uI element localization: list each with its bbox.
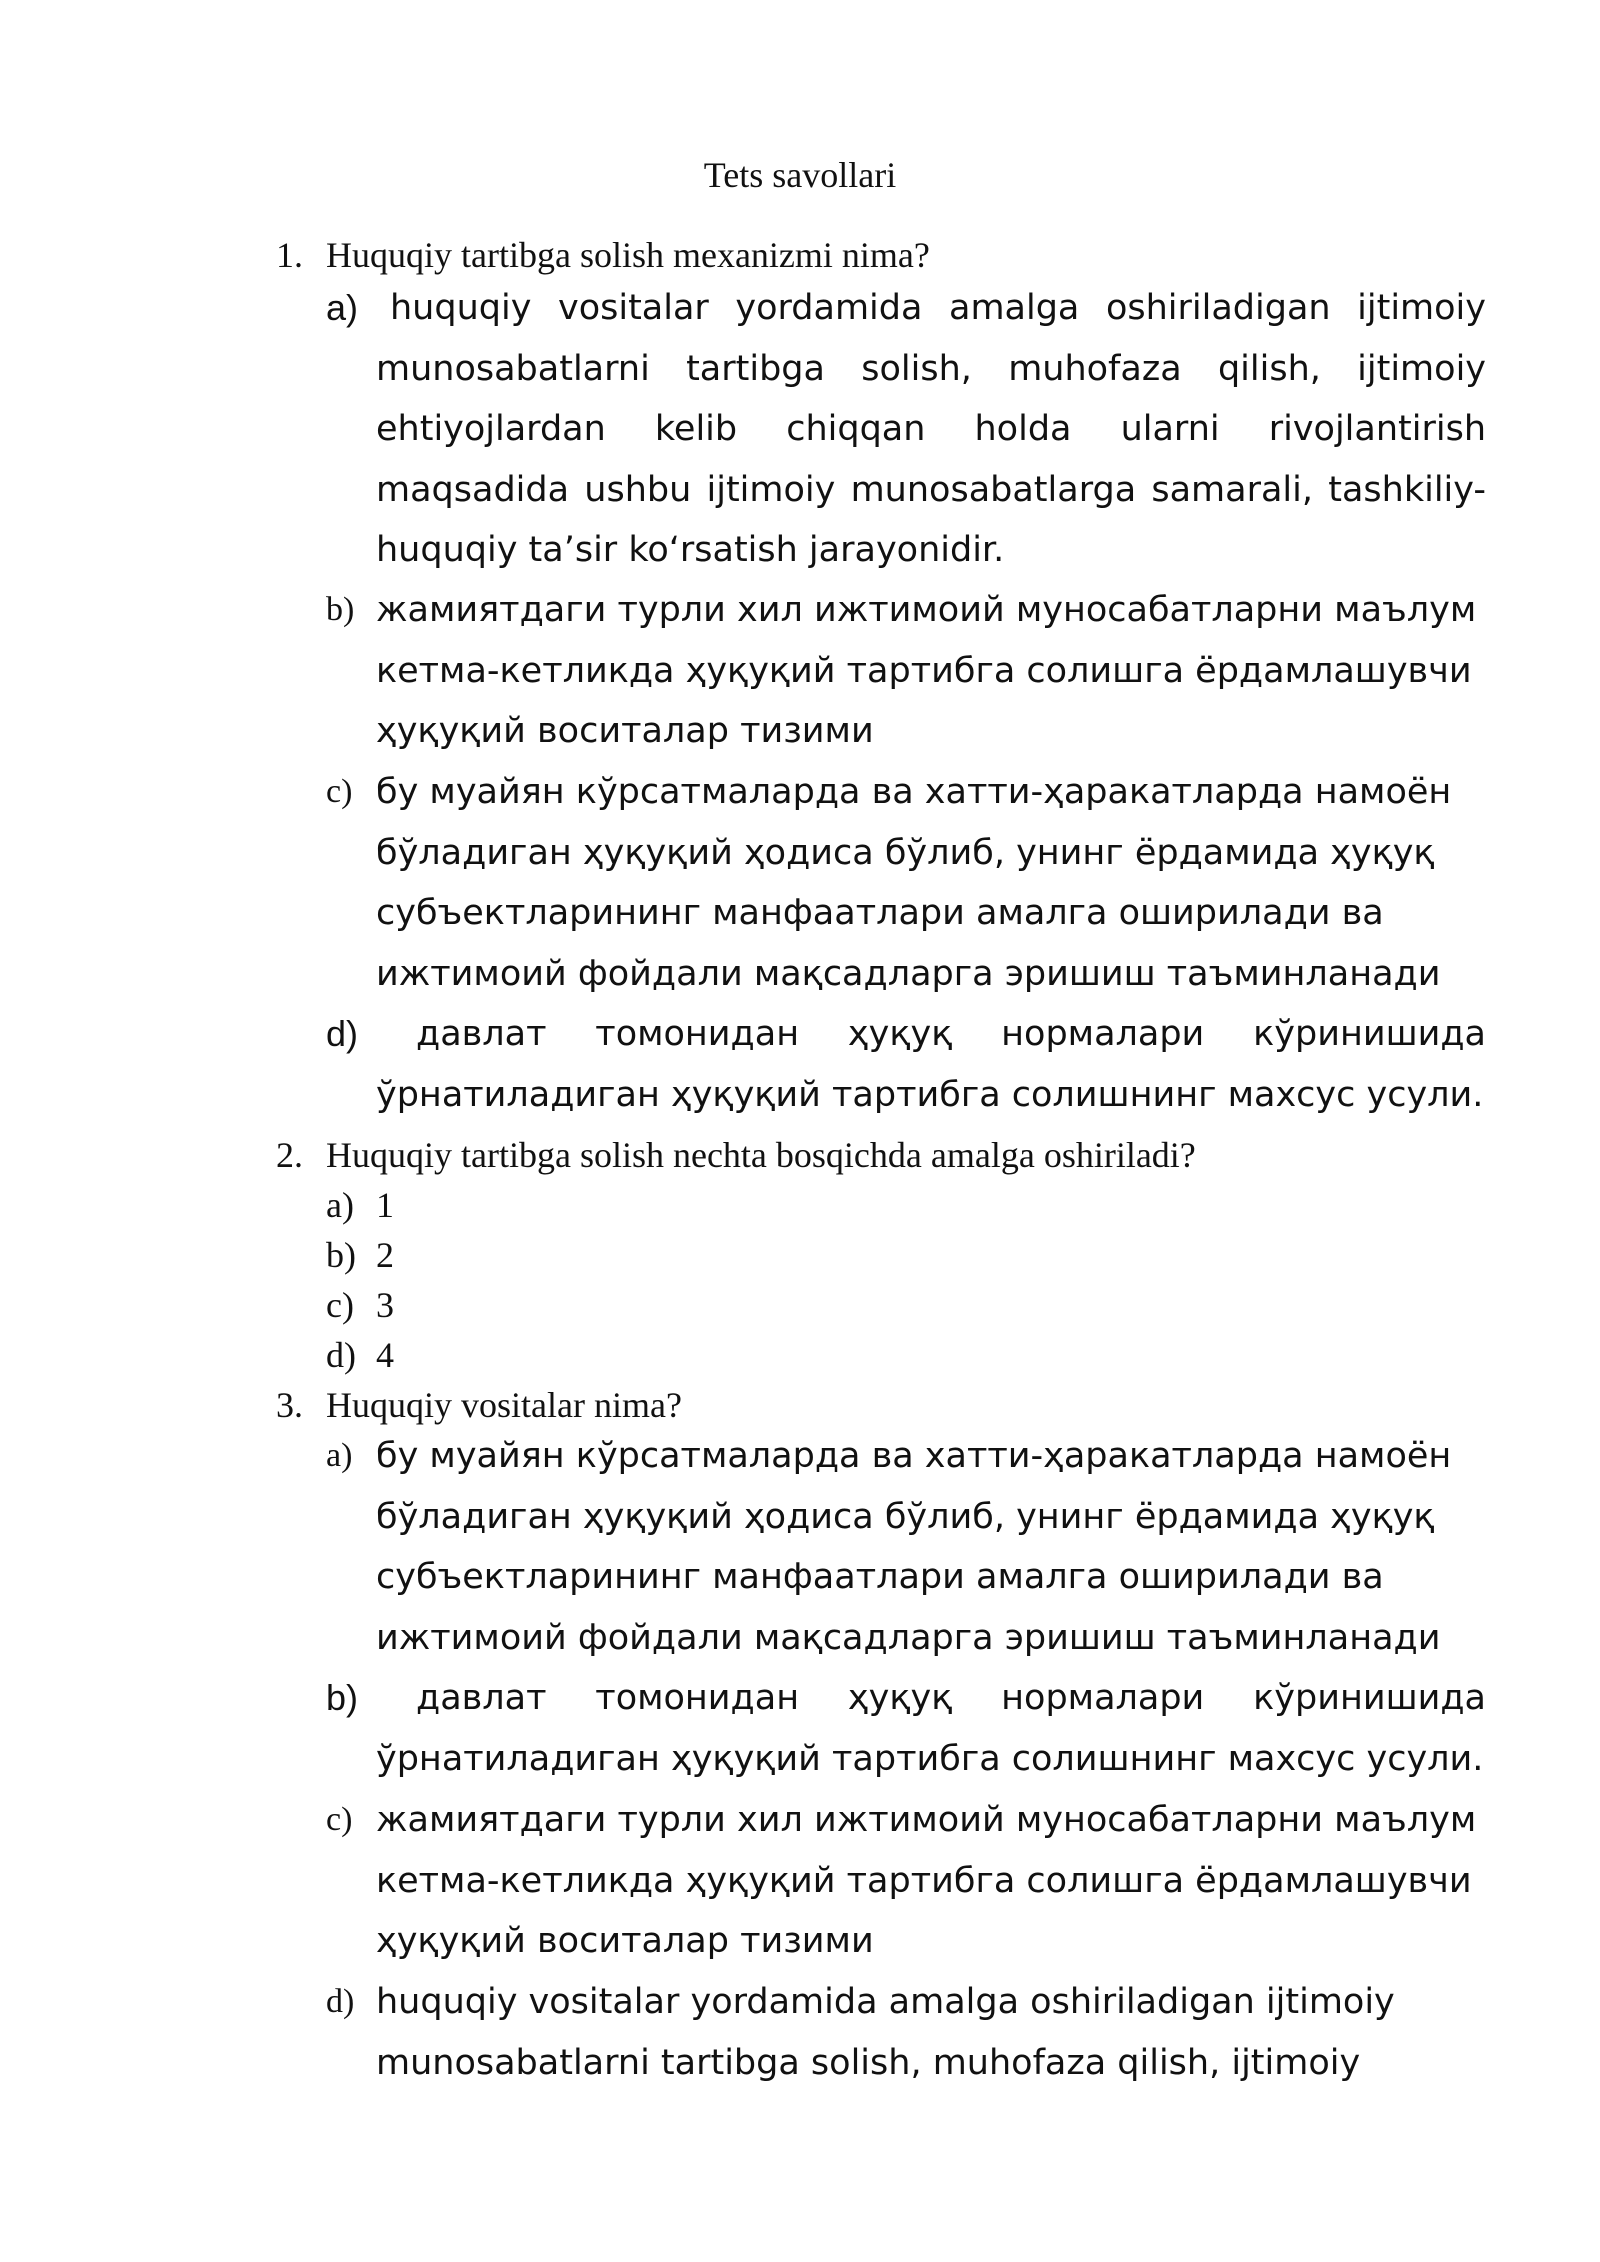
option-letter: c) [326, 1285, 354, 1325]
option-text [376, 762, 1486, 1004]
option-letter: a) [326, 1185, 354, 1225]
option-line: munosabatlarni tartibga solish, muhofaza qilish, ijtimoiy [376, 2042, 1361, 2083]
question-number: 3. [276, 1385, 303, 1425]
question-text: Huquqiy tartibga solish nechta bosqichda amalga oshiriladi? [326, 1135, 1196, 1175]
option-line: munosabatlarni tartibga solish, muhofaza qilish, ijtimoiy [376, 348, 1486, 389]
option-line: huquqiy ta’sir koʻrsatish jarayonidir. [376, 530, 1005, 570]
option-text [376, 1972, 1486, 2093]
option-letter: d) [326, 1983, 355, 2020]
option-line: ҳуқуқий воситалар тизими [376, 1921, 874, 1961]
option-letter: a) [326, 1437, 353, 1474]
option-line: кетма-кетликда ҳуқуқий тартибга солишга ёрдамлашувчи [376, 650, 1472, 691]
option-text: 4 [376, 1335, 394, 1375]
question-number: 1. [276, 235, 303, 275]
question-1 [276, 230, 1506, 280]
option-line: ҳуқуқий воситалар тизими [376, 711, 874, 751]
option-letter: b) [326, 1677, 359, 1718]
option-text [376, 1790, 1486, 1972]
option-letter: a) [326, 287, 359, 328]
option-line: ўрнатиладиган ҳуқуқий тартибга солишнинг махсус усули. [376, 1738, 1484, 1779]
option-line: субъектларининг манфаатлари амалга оширилади ва [376, 1557, 1384, 1597]
option-line: ижтимоий фойдали мақсадларга эришиш таъминланади [376, 1617, 1441, 1658]
question-text: Huquqiy vositalar nima? [326, 1385, 682, 1425]
option-line: ижтимоий фойдали мақсадларга эришиш таъминланади [376, 953, 1441, 994]
question-number: 2. [276, 1135, 303, 1175]
option-letter: d) [326, 1013, 359, 1054]
page-title: Tets savollari [703, 155, 897, 195]
question-3 [276, 1380, 1506, 1430]
option-line: жамиятдаги турли хил ижтимоий муносабатларни маълум [376, 590, 1477, 630]
question-2 [276, 1130, 1506, 1180]
option-line: бўладиган ҳуқуқий ҳодиса бўлиб, унинг ёрдамида ҳуқуқ [376, 832, 1435, 873]
option-letter: b) [326, 591, 355, 628]
option-text [376, 1004, 1486, 1125]
option-line: давлат томонидан ҳуқуқ нормалари кўринишида [416, 1014, 1486, 1054]
option-text: 2 [376, 1235, 394, 1275]
option-letter: d) [326, 1335, 356, 1375]
option-line: ehtiyojlardan kelib chiqqan holda ularni rivojlantirish [376, 409, 1486, 449]
option-line: huquqiy vositalar yordamida amalga oshiriladigan ijtimoiy [376, 1982, 1395, 2022]
option-line: субъектларининг манфаатлари амалга оширилади ва [376, 893, 1384, 933]
option-line: maqsadida ushbu ijtimoiy munosabatlarga samarali, tashkiliy- [376, 469, 1486, 510]
option-line: жамиятдаги турли хил ижтимоий муносабатларни маълум [376, 1800, 1477, 1840]
option-line: давлат томонидан ҳуқуқ нормалари кўринишида [416, 1678, 1486, 1718]
option-text [376, 278, 1486, 581]
option-text: 3 [376, 1285, 394, 1325]
option-letter: b) [326, 1235, 356, 1275]
option-text: 1 [376, 1185, 394, 1225]
option-line: бўладиган ҳуқуқий ҳодиса бўлиб, унинг ёрдамида ҳуқуқ [376, 1496, 1435, 1537]
option-text [376, 580, 1486, 762]
option-letter: c) [326, 773, 353, 810]
option-line: бу муайян кўрсатмаларда ва хатти-ҳаракатларда намоён [376, 772, 1452, 812]
option-line: бу муайян кўрсатмаларда ва хатти-ҳаракатларда намоён [376, 1436, 1452, 1476]
option-letter: c) [326, 1801, 353, 1838]
option-text [376, 1426, 1486, 1668]
option-line: кетма-кетликда ҳуқуқий тартибга солишга ёрдамлашувчи [376, 1860, 1472, 1901]
question-text: Huquqiy tartibga solish mexanizmi nima? [326, 235, 930, 275]
option-line: ўрнатиладиган ҳуқуқий тартибга солишнинг махсус усули. [376, 1074, 1484, 1115]
option-text [376, 1668, 1486, 1789]
option-line: huquqiy vositalar yordamida amalga oshiriladigan ijtimoiy [390, 288, 1486, 328]
